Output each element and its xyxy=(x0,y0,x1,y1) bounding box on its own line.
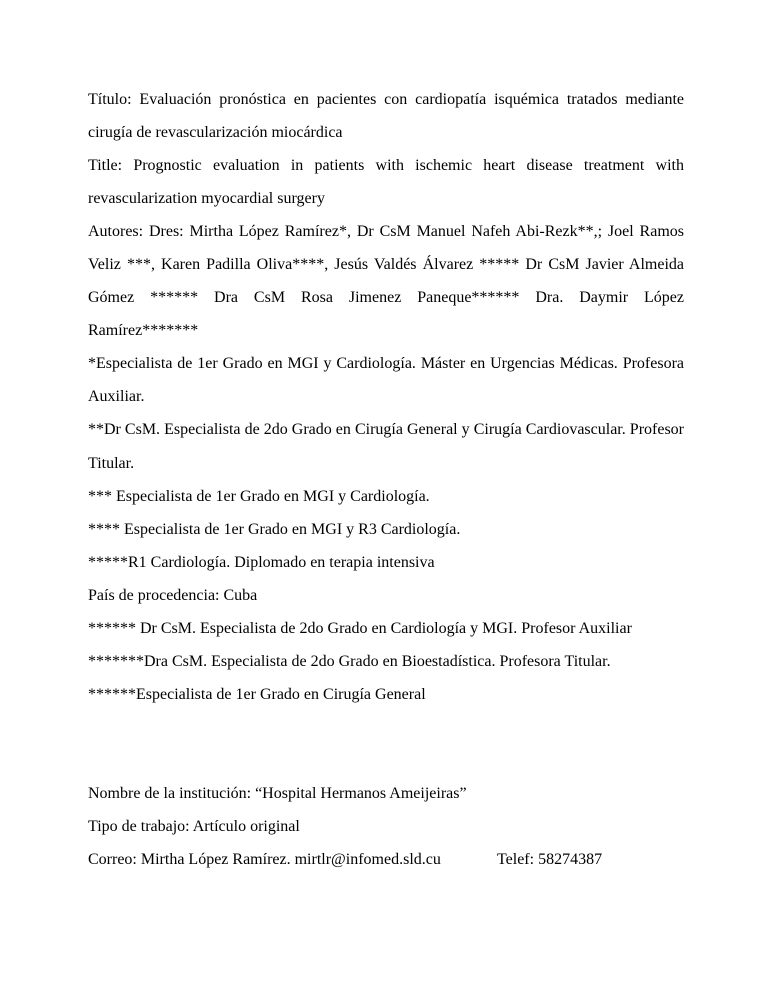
affiliation: *******Dra CsM. Especialista de 2do Grado en Bioestadística. Profesora Titular. xyxy=(88,652,611,670)
contact-row xyxy=(88,843,684,876)
authors: Autores: Dres: Mirtha López Ramírez*, Dr CsM Manuel Nafeh Abi-Rezk**,; Joel Ramos Veliz ***, Karen Padilla Oliva****, Jesús Valdés Álvarez ***** Dr CsM Javier Almeida Gómez ****** Dra CsM Rosa Jimenez Paneque****** Dra. Daymir López Ramírez******* xyxy=(88,223,684,340)
phone: Telef: 58274387 xyxy=(497,851,603,869)
work-type: Tipo de trabajo: Artículo original xyxy=(88,818,300,836)
affiliation: **Dr CsM. Especialista de 2do Grado en Cirugía General y Cirugía Cardiovascular. Profesor Titular. xyxy=(88,421,684,472)
spacer xyxy=(88,711,684,777)
spanish-title: Título: Evaluación pronóstica en pacientes con cardiopatía isquémica tratados mediante cirugía de revascularización miocárdica xyxy=(88,91,684,142)
affiliation: ******Especialista de 1er Grado en Cirugía General xyxy=(88,685,426,703)
institution: Nombre de la institución: “Hospital Hermanos Ameijeiras” xyxy=(88,784,467,802)
affiliation: *** Especialista de 1er Grado en MGI y Cardiología. xyxy=(88,487,430,505)
country: País de procedencia: Cuba xyxy=(88,586,258,604)
affiliation: *****R1 Cardiología. Diplomado en terapia intensiva xyxy=(88,553,435,571)
affiliation: *Especialista de 1er Grado en MGI y Cardiología. Máster en Urgencias Médicas. Profesora Auxiliar. xyxy=(88,355,684,406)
affiliation: ****** Dr CsM. Especialista de 2do Grado en Cardiología y MGI. Profesor Auxiliar xyxy=(88,619,632,637)
affiliation: **** Especialista de 1er Grado en MGI y R3 Cardiología. xyxy=(88,520,461,538)
english-title: Title: Prognostic evaluation in patients with ischemic heart disease treatment with revascularization myocardial surgery xyxy=(88,157,684,208)
email: Correo: Mirtha López Ramírez. mirtlr@infomed.sld.cu xyxy=(88,851,441,869)
document-page xyxy=(88,83,684,876)
